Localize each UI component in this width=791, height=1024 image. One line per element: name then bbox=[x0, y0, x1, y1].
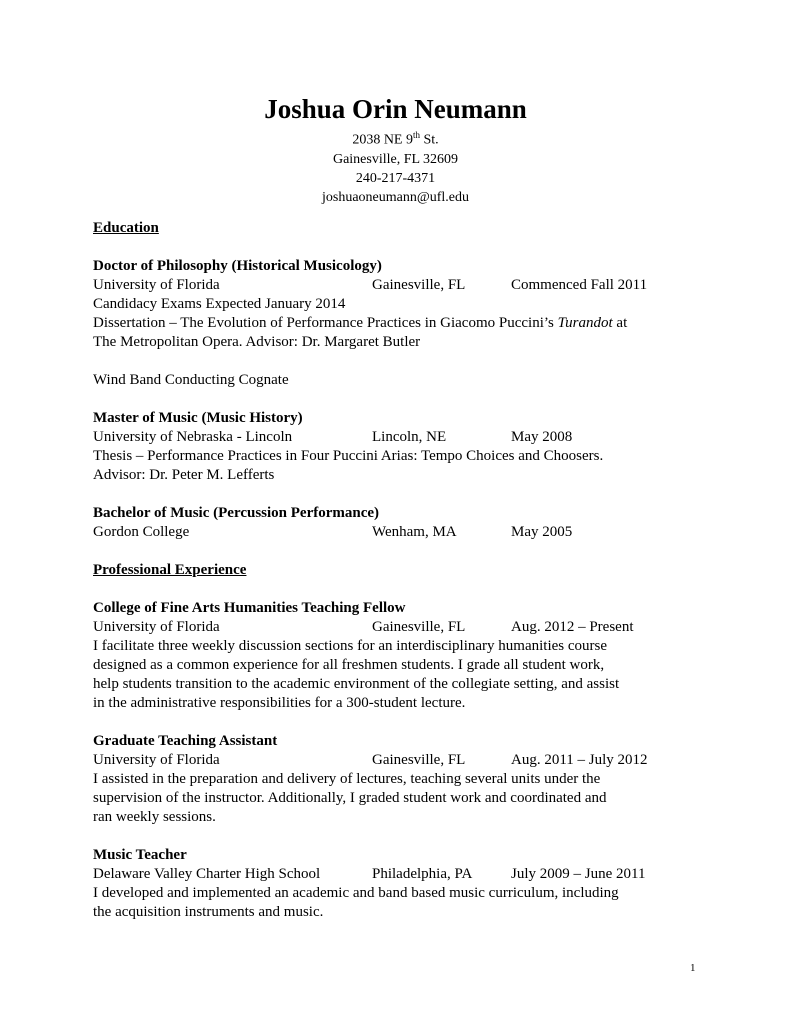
spacer bbox=[93, 352, 703, 371]
address-street bbox=[0, 126, 791, 150]
mm-date: May 2008 bbox=[511, 429, 573, 445]
job-title: College of Fine Arts Humanities Teaching Fellow bbox=[93, 600, 406, 616]
resume-body bbox=[93, 219, 703, 922]
spacer bbox=[93, 580, 703, 599]
phd-title: Doctor of Philosophy (Historical Musicology) bbox=[93, 258, 382, 274]
address-number: 2038 NE 9 bbox=[352, 132, 413, 148]
mm-thesis: Thesis – Performance Practices in Four Puccini Arias: Tempo Choices and Choosers. bbox=[93, 448, 604, 464]
job-description-line: I facilitate three weekly discussion sections for an interdisciplinary humanities course bbox=[93, 638, 608, 654]
job-title: Graduate Teaching Assistant bbox=[93, 733, 278, 749]
job-location: Gainesville, FL bbox=[372, 619, 466, 635]
mm-title: Master of Music (Music History) bbox=[93, 410, 303, 426]
bm-date: May 2005 bbox=[511, 524, 573, 540]
job-location: Philadelphia, PA bbox=[372, 866, 473, 882]
job-description-line: help students transition to the academic environment of the collegiate setting, and assist bbox=[93, 676, 620, 692]
job-date: Aug. 2012 – Present bbox=[511, 619, 634, 635]
spacer bbox=[93, 238, 703, 257]
job-date: Aug. 2011 – July 2012 bbox=[511, 752, 648, 768]
job-institution: Delaware Valley Charter High School bbox=[93, 866, 321, 882]
experience-heading: Professional Experience bbox=[93, 562, 247, 578]
dissertation-suffix: at bbox=[612, 315, 628, 331]
job-description-line: designed as a common experience for all freshmen students. I grade all student work, bbox=[93, 657, 605, 673]
job-description-line: supervision of the instructor. Additionally, I graded student work and coordinated and bbox=[93, 790, 607, 806]
phd-dissertation bbox=[93, 314, 703, 333]
mm-institution: University of Nebraska - Lincoln bbox=[93, 429, 293, 445]
email-address[interactable]: joshuaoneumann@ufl.edu bbox=[321, 189, 470, 205]
spacer bbox=[93, 485, 703, 504]
spacer bbox=[93, 542, 703, 561]
job-location: Gainesville, FL bbox=[372, 752, 466, 768]
job-date: July 2009 – June 2011 bbox=[511, 866, 646, 882]
job-description-line: in the administrative responsibilities for a 300-student lecture. bbox=[93, 695, 466, 711]
job-institution: University of Florida bbox=[93, 619, 220, 635]
phd-cognate: Wind Band Conducting Cognate bbox=[93, 372, 289, 388]
resume-header bbox=[0, 92, 791, 207]
bm-title: Bachelor of Music (Percussion Performance) bbox=[93, 505, 380, 521]
spacer bbox=[93, 827, 703, 846]
applicant-name: Joshua Orin Neumann bbox=[264, 94, 527, 124]
job-description-line: I developed and implemented an academic and band based music curriculum, including bbox=[93, 885, 619, 901]
phd-details bbox=[93, 276, 703, 295]
address-street-rest: St. bbox=[420, 132, 439, 148]
address-superscript: th bbox=[412, 130, 420, 140]
job-description-line: I assisted in the preparation and delivery of lectures, teaching several units under the bbox=[93, 771, 601, 787]
phd-date: Commenced Fall 2011 bbox=[511, 277, 648, 293]
job-details bbox=[93, 865, 703, 884]
mm-location: Lincoln, NE bbox=[372, 429, 447, 445]
job-details bbox=[93, 751, 703, 770]
job-details bbox=[93, 618, 703, 637]
dissertation-italic: Turandot bbox=[557, 315, 613, 331]
bm-institution: Gordon College bbox=[93, 524, 190, 540]
phd-location: Gainesville, FL bbox=[372, 277, 466, 293]
phd-candidacy: Candidacy Exams Expected January 2014 bbox=[93, 296, 346, 312]
spacer bbox=[93, 713, 703, 732]
bm-location: Wenham, MA bbox=[372, 524, 457, 540]
spacer bbox=[93, 390, 703, 409]
job-description-line: the acquisition instruments and music. bbox=[93, 904, 324, 920]
phd-dissertation-line2: The Metropolitan Opera. Advisor: Dr. Margaret Butler bbox=[93, 334, 421, 350]
page-number: 1 bbox=[690, 962, 696, 974]
dissertation-prefix: Dissertation – The Evolution of Performance Practices in Giacomo Puccini’s bbox=[93, 315, 558, 331]
job-title: Music Teacher bbox=[93, 847, 187, 863]
phone-number: 240-217-4371 bbox=[355, 170, 436, 186]
education-heading: Education bbox=[93, 220, 159, 236]
mm-details bbox=[93, 428, 703, 447]
bm-details bbox=[93, 523, 703, 542]
address-city: Gainesville, FL 32609 bbox=[332, 151, 459, 167]
phd-institution: University of Florida bbox=[93, 277, 220, 293]
job-institution: University of Florida bbox=[93, 752, 220, 768]
mm-advisor: Advisor: Dr. Peter M. Lefferts bbox=[93, 467, 275, 483]
job-description-line: ran weekly sessions. bbox=[93, 809, 216, 825]
